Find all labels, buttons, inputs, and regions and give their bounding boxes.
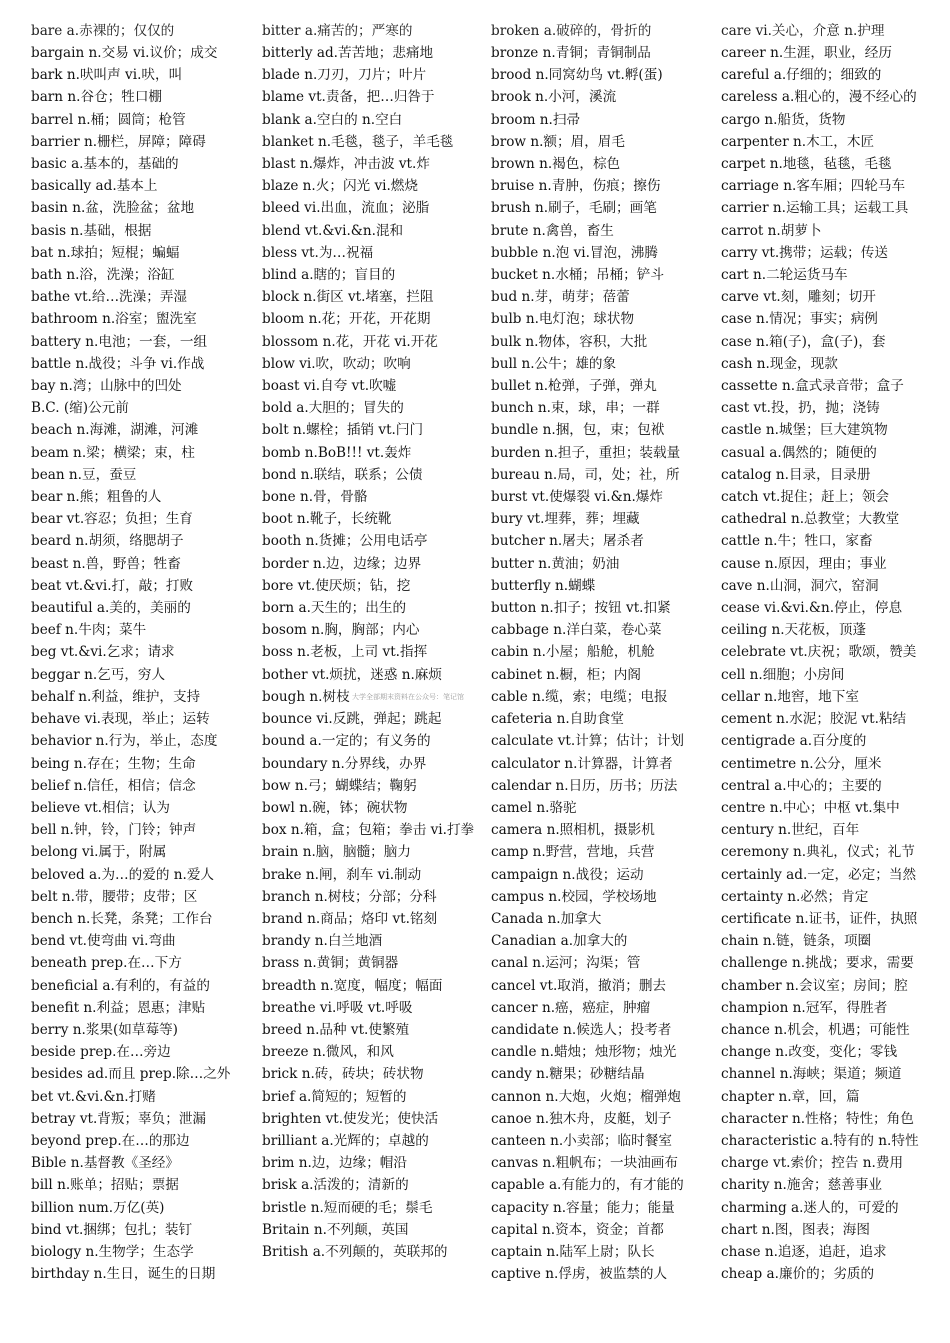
- vocab-entry: battery n.电池；一套，一组: [31, 333, 208, 350]
- vocab-entry: brief a.简短的；短暂的: [262, 1088, 407, 1105]
- vocab-entry: careless a.粗心的，漫不经心的: [721, 89, 917, 106]
- vocab-entry: bear n.熊；粗鲁的人: [31, 489, 162, 506]
- vocab-entry: charming a.迷人的，可爱的: [721, 1199, 899, 1216]
- vocab-entry: centimetre n.公分，厘米: [721, 755, 882, 772]
- vocab-entry: charity n.施舍；慈善事业: [721, 1177, 883, 1194]
- cut-entry-top: bitter a.痛苦的；严寒的: [262, 23, 413, 39]
- vocab-entry: bathe vt.给…洗澡；弄湿: [31, 289, 188, 306]
- vocab-entry: centigrade a.百分度的: [721, 733, 867, 750]
- vocab-entry: beat vt.&vi.打，敲；打败: [31, 577, 194, 594]
- vocab-entry: bucket n.水桶；吊桶；铲斗: [491, 267, 664, 284]
- vocab-entry: cabin n.小屋；船舱，机舱: [491, 644, 655, 661]
- vocab-entry: cast vt.投，扔，抛；浇铸: [721, 400, 880, 417]
- vocab-entry: bone n.骨，骨骼: [262, 489, 368, 506]
- vocab-entry: cassette n.盒式录音带；盒子: [721, 378, 904, 395]
- vocab-entry: beam n.梁；横梁；束，柱: [31, 444, 195, 461]
- vocab-entry: bother vt.烦扰，迷惑 n.麻烦: [262, 666, 442, 683]
- vocab-entry: chase n.追逐，追赶，追求: [721, 1243, 887, 1260]
- vocab-entry: beneath prep.在…下方: [31, 955, 182, 972]
- vocab-entry: bureau n.局，司，处；社，所: [491, 466, 680, 483]
- vocab-entry: border n.边，边缘；边界: [262, 555, 422, 572]
- vocab-entry: beach n.海滩，湖滩，河滩: [31, 422, 199, 439]
- vocab-entry: blind a.瞎的；盲目的: [262, 267, 396, 284]
- vocab-entry: beneficial a.有利的，有益的: [31, 977, 210, 994]
- vocab-entry: behave vi.表现，举止；运转: [31, 711, 210, 728]
- vocab-entry: boss n.老板，上司 vt.指挥: [262, 644, 428, 661]
- vocab-entry: character n.性格；特性；角色: [721, 1110, 914, 1127]
- vocab-entry: behalf n.利益，维护，支持: [31, 688, 201, 705]
- vocab-entry: century n.世纪，百年: [721, 822, 860, 839]
- vocab-entry: bull n.公牛；雄的象: [491, 355, 617, 372]
- vocab-entry: breadth n.宽度，幅度；幅面: [262, 977, 443, 994]
- vocab-entry: bud n.芽，萌芽；蓓蕾: [491, 289, 630, 306]
- vocab-entry: blaze n.火；闪光 vi.燃烧: [262, 178, 418, 195]
- vocab-entry: cart n.二轮运货马车: [721, 267, 848, 284]
- vocab-entry: boot n.靴子，长统靴: [262, 511, 392, 528]
- vocab-entry: boundary n.分界线，办界: [262, 755, 427, 772]
- vocab-entry: charge vt.索价；控告 n.费用: [721, 1155, 904, 1172]
- vocab-entry: catalog n.目录，目录册: [721, 466, 871, 483]
- vocab-entry: box n.箱，盒；包箱；拳击 vi.打拳: [262, 822, 475, 839]
- vocab-entry: carpenter n.木工，木匠: [721, 133, 875, 150]
- vocab-entry: bundle n.捆，包，束；包袱: [491, 422, 665, 439]
- vocab-entry: carpet n.地毯，毡毯，毛毯: [721, 156, 892, 173]
- vocab-entry: central a.中心的；主要的: [721, 777, 882, 794]
- vocab-entry: cheap a.廉价的；劣质的: [721, 1266, 875, 1283]
- vocab-entry: campaign n.战役；运动: [491, 866, 644, 883]
- vocab-entry: brilliant a.光辉的；卓越的: [262, 1132, 429, 1149]
- vocab-entry: brook n.小河，溪流: [491, 89, 617, 106]
- vocab-entry: bowl n.碗，钵；碗状物: [262, 799, 408, 816]
- vocab-entry: certificate n.证书，证件，执照: [721, 910, 918, 927]
- vocab-entry: carriage n.客车厢；四轮马车: [721, 178, 906, 195]
- vocab-entry: bless vt.为…祝福: [262, 244, 374, 261]
- vocab-entry: case n.情况；事实；病例: [721, 311, 878, 328]
- vocab-entry: bulk n.物体，容积，大批: [491, 333, 648, 350]
- vocab-entry: blossom n.花，开花 vi.开花: [262, 333, 438, 350]
- vocab-entry: beggar n.乞丐，穷人: [31, 666, 166, 683]
- vocab-entry: button n.扣子；按钮 vt.扣紧: [491, 600, 671, 617]
- vocab-entry: candle n.蜡烛；烛形物；烛光: [491, 1044, 677, 1061]
- vocab-entry: benefit n.利益；恩惠；津贴: [31, 999, 206, 1016]
- vocab-entry: bough n.树枝: [262, 688, 350, 705]
- vocab-entry: canteen n.小卖部；临时餐室: [491, 1132, 672, 1149]
- vocab-entry: characteristic a.特有的 n.特性: [721, 1132, 919, 1149]
- vocab-entry: block n.街区 vt.堵塞，拦阻: [262, 289, 434, 306]
- cut-entry-top: care vi.关心，介意 n.护理: [721, 23, 885, 39]
- vocab-entry: cathedral n.总教堂；大教堂: [721, 511, 900, 528]
- vocab-entry: chapter n.章，回，篇: [721, 1088, 860, 1105]
- vocab-entry: belief n.信任，相信；信念: [31, 777, 196, 794]
- vocab-entry: bean n.豆，蚕豆: [31, 466, 137, 483]
- vocab-entry: believe vt.相信；认为: [31, 799, 170, 816]
- vocab-entry: beside prep.在…旁边: [31, 1044, 171, 1061]
- vocab-entry: Canada n.加拿大: [491, 910, 602, 927]
- vocab-entry: boast vi.自夸 vt.吹嘘: [262, 378, 397, 395]
- vocab-entry: bristle n.短而硬的毛；鬃毛: [262, 1199, 433, 1216]
- vocab-column-3: [491, 23, 713, 1285]
- vocab-entry: brake n.闸，刹车 vi.制动: [262, 866, 422, 883]
- vocab-entry: breed n.品种 vt.使繁殖: [262, 1021, 410, 1038]
- vocab-entry: Britain n.不列颠，英国: [262, 1221, 409, 1238]
- vocab-entry: cell n.细胞；小房间: [721, 666, 845, 683]
- vocab-entry: bulb n.电灯泡；球状物: [491, 311, 635, 328]
- vocab-entry: camp n.野营，营地，兵营: [491, 844, 655, 861]
- vocab-entry: captive n.俘虏，被监禁的人: [491, 1266, 668, 1283]
- vocab-entry: berry n.浆果(如草莓等): [31, 1021, 178, 1038]
- vocab-entry: certainly ad.一定，必定；当然: [721, 866, 917, 883]
- vocab-entry: Bible n.基督教《圣经》: [31, 1155, 179, 1172]
- vocab-entry: bargain n.交易 vi.议价；成交: [31, 45, 218, 61]
- vocab-entry: chance n.机会，机遇；可能性: [721, 1021, 910, 1038]
- vocab-entry: cable n.缆，索；电缆；电报: [491, 688, 668, 705]
- vocab-entry: belong vi.属于，附属: [31, 844, 167, 861]
- vocab-entry: betray vt.背叛；辜负；泄漏: [31, 1110, 207, 1127]
- vocab-entry: B.C. (缩)公元前: [31, 400, 129, 417]
- vocab-entry: camel n.骆驼: [491, 799, 577, 816]
- vocab-entry: behavior n.行为，举止，态度: [31, 733, 218, 750]
- vocab-entry: celebrate vt.庆祝；歌颂，赞美: [721, 644, 917, 661]
- vocab-entry: centre n.中心；中枢 vt.集中: [721, 799, 900, 816]
- vocab-entry: career n.生涯，职业，经历: [721, 45, 892, 61]
- vocab-entry: cattle n.牛；牲口，家畜: [721, 533, 873, 550]
- vocab-entry: carrot n.胡萝卜: [721, 222, 822, 239]
- vocab-entry: blade n.刀刃，刀片；叶片: [262, 67, 427, 84]
- vocab-entry: belt n.带，腰带；皮带；区: [31, 888, 198, 905]
- vocab-entry: carry vt.携带；运载；传送: [721, 244, 888, 261]
- vocab-entry: capable a.有能力的，有才能的: [491, 1177, 684, 1194]
- vocab-entry: breeze n.微风，和风: [262, 1044, 394, 1061]
- vocab-entry: brighten vt.使发光；使快活: [262, 1110, 439, 1127]
- vocab-entry: cargo n.船货，货物: [721, 111, 846, 128]
- vocab-entry: barrier n.栅栏，屏障；障碍: [31, 133, 206, 150]
- vocab-column-2: [262, 23, 484, 1263]
- vocab-entry: ceiling n.天花板，顶蓬: [721, 622, 867, 639]
- vocab-entry: challenge n.挑战；要求，需要: [721, 955, 914, 972]
- cut-entry-top: broken a.破碎的，骨折的: [491, 23, 652, 39]
- vocab-entry: blend vt.&vi.&n.混和: [262, 222, 404, 239]
- vocab-entry: capital n.资本，资金；首都: [491, 1221, 664, 1238]
- vocab-entry: carve vt.刻，雕刻；切开: [721, 289, 876, 306]
- vocab-entry: catch vt.捉住；赶上；领会: [721, 489, 890, 506]
- vocab-entry: champion n.冠军，得胜者: [721, 999, 888, 1016]
- vocab-entry: beloved a.为…的爱的 n.爱人: [31, 866, 215, 883]
- watermark-text: 大学全部期末资料在公众号：笔记馆: [352, 693, 464, 701]
- vocab-entry: careful a.仔细的；细致的: [721, 67, 882, 84]
- vocab-entry: bend vt.使弯曲 vi.弯曲: [31, 933, 176, 950]
- vocab-entry: beg vt.&vi.乞求；请求: [31, 644, 175, 661]
- vocab-entry: cabinet n.橱，柜；内阁: [491, 666, 641, 683]
- vocab-entry: bleed vi.出血，流血；泌脂: [262, 200, 430, 217]
- vocab-entry: bark n.吠叫声 vi.吠，叫: [31, 67, 183, 84]
- vocab-entry: bloom n.花；开花，开花期: [262, 311, 431, 328]
- vocab-entry: brand n.商品；烙印 vt.铭刻: [262, 910, 438, 927]
- vocab-entry: bell n.钟，铃，门铃；钟声: [31, 822, 197, 839]
- vocab-entry: brass n.黄铜；黄铜器: [262, 955, 399, 972]
- vocab-entry: blow vi.吹，吹动；吹响: [262, 355, 411, 372]
- vocab-entry: cabbage n.洋白菜，卷心菜: [491, 622, 662, 639]
- vocab-entry: brandy n.白兰地酒: [262, 933, 383, 950]
- vocab-entry: cancel vt.取消，撤消；删去: [491, 977, 667, 994]
- vocab-entry: calculate vt.计算；估计；计划: [491, 733, 684, 750]
- vocab-entry: bat n.球拍；短棍；蝙蝠: [31, 244, 180, 261]
- vocab-entry: bench n.长凳，条凳；工作台: [31, 910, 213, 927]
- vocab-entry: branch n.树枝；分部；分科: [262, 888, 437, 905]
- vocab-entry: ceremony n.典礼，仪式；礼节: [721, 844, 915, 861]
- vocab-entry: bow n.弓；蝴蝶结；鞠躬: [262, 777, 417, 794]
- vocab-entry: bathroom n.浴室；盥洗室: [31, 311, 197, 328]
- vocab-entry: beast n.兽，野兽；牲畜: [31, 555, 181, 572]
- vocab-entry: camera n.照相机，摄影机: [491, 822, 655, 839]
- cut-entry-top: bare a.赤裸的；仅仅的: [31, 23, 175, 39]
- vocab-entry: chamber n.会议室；房间；腔: [721, 977, 908, 994]
- vocab-entry: basically ad.基本上: [31, 178, 158, 195]
- vocab-entry: blast n.爆炸，冲击波 vt.炸: [262, 156, 430, 173]
- vocab-entry: cause n.原因，理由；事业: [721, 555, 887, 572]
- vocab-entry: bunch n.束，球，串；一群: [491, 400, 660, 417]
- vocab-entry: cave n.山洞，洞穴，窑洞: [721, 577, 879, 594]
- vocab-entry: brush n.刷子，毛刷；画笔: [491, 200, 657, 217]
- vocab-entry: basis n.基础，根据: [31, 222, 152, 239]
- vocab-entry: bomb n.BoB!!! vt.轰炸: [262, 444, 412, 461]
- vocab-entry: bolt n.螺栓；插销 vt.闩门: [262, 422, 424, 439]
- vocab-entry: chart n.图，图表；海图: [721, 1221, 870, 1238]
- vocab-entry: broom n.扫帚: [491, 111, 581, 128]
- vocab-entry: channel n.海峡；渠道；频道: [721, 1066, 902, 1083]
- vocab-entry: cannon n.大炮，火炮；榴弹炮: [491, 1088, 681, 1105]
- vocab-entry: canvas n.粗帆布；一块油画布: [491, 1155, 678, 1172]
- vocab-entry: case n.箱(子)，盒(子)，套: [721, 333, 886, 350]
- vocab-entry: bosom n.胸，胸部；内心: [262, 622, 420, 639]
- vocab-entry: burden n.担子，重担；装载量: [491, 444, 681, 461]
- vocab-entry: canal n.运河；沟渠；管: [491, 955, 641, 972]
- vocab-entry: booth n.货摊；公用电话亭: [262, 533, 428, 550]
- vocab-entry: battle n.战役；斗争 vi.作战: [31, 355, 205, 372]
- vocab-entry: birthday n.生日，诞生的日期: [31, 1266, 216, 1283]
- vocab-entry: butterfly n.蝴蝶: [491, 577, 596, 594]
- vocab-entry: brisk a.活泼的；清新的: [262, 1177, 409, 1194]
- vocab-entry: brood n.同窝幼鸟 vt.孵(蛋): [491, 67, 663, 84]
- vocab-entry: canoe n.独木舟，皮艇，划子: [491, 1110, 672, 1127]
- vocab-entry: cafeteria n.自助食堂: [491, 711, 625, 728]
- vocab-entry: blanket n.毛毯，毯子，羊毛毯: [262, 133, 454, 150]
- vocab-entry: bury vt.埋葬，葬；埋藏: [491, 511, 640, 528]
- vocab-entry: bubble n.泡 vi.冒泡，沸腾: [491, 244, 658, 261]
- vocab-entry: bound a.一定的；有义务的: [262, 733, 431, 750]
- vocab-entry: bronze n.青铜；青铜制品: [491, 45, 651, 61]
- vocab-entry: being n.存在；生物；生命: [31, 755, 196, 772]
- vocab-entry: butcher n.屠夫；屠杀者: [491, 533, 644, 550]
- vocab-entry: bind vt.捆绑；包扎；装钉: [31, 1221, 193, 1238]
- vocab-entry: bore vt.使厌烦；钻，挖: [262, 577, 411, 594]
- vocab-entry: bath n.浴，洗澡；浴缸: [31, 267, 175, 284]
- vocab-entry: brick n.砖，砖块；砖状物: [262, 1066, 424, 1083]
- vocab-entry: British a.不列颠的，英联邦的: [262, 1243, 448, 1260]
- vocab-entry: cease vi.&vi.&n.停止，停息: [721, 600, 903, 617]
- vocab-entry: brow n.额；眉，眉毛: [491, 133, 625, 150]
- vocab-entry: carrier n.运输工具；运载工具: [721, 200, 909, 217]
- vocab-column-1: [31, 23, 253, 1285]
- vocab-entry: brute n.禽兽，畜生: [491, 222, 614, 239]
- vocab-entry: bounce vi.反跳，弹起；跳起: [262, 711, 442, 728]
- vocab-entry: besides ad.而且 prep.除…之外: [31, 1066, 231, 1083]
- vocab-entry: capacity n.容量；能力；能量: [491, 1199, 675, 1216]
- vocab-entry: barn n.谷仓；牲口棚: [31, 89, 163, 106]
- vocab-entry: chain n.链，链条，项圈: [721, 933, 872, 950]
- vocab-entry: beautiful a.美的，美丽的: [31, 600, 191, 617]
- vocab-entry: born a.天生的；出生的: [262, 600, 407, 617]
- vocab-entry: breathe vi.呼吸 vt.呼吸: [262, 999, 413, 1016]
- vocab-entry: bold a.大胆的；冒失的: [262, 400, 404, 417]
- vocab-entry: casual a.偶然的；随便的: [721, 444, 877, 461]
- vocab-entry: cellar n.地窖，地下室: [721, 688, 859, 705]
- vocab-entry: beard n.胡须，络腮胡子: [31, 533, 184, 550]
- vocab-entry: candidate n.候选人；投考者: [491, 1021, 672, 1038]
- vocab-entry: calendar n.日历，历书；历法: [491, 777, 678, 794]
- vocab-entry: cement n.水泥；胶泥 vt.粘结: [721, 711, 907, 728]
- vocab-entry: brown n.褐色，棕色: [491, 156, 621, 173]
- vocab-entry: bet vt.&vi.&n.打赌: [31, 1088, 156, 1105]
- vocab-entry: calculator n.计算器，计算者: [491, 755, 673, 772]
- vocab-entry: brain n.脑，脑髓；脑力: [262, 844, 411, 861]
- vocab-entry: burst vt.使爆裂 vi.&n.爆炸: [491, 489, 663, 506]
- vocab-column-4: [721, 23, 943, 1285]
- vocab-entry: blank a.空白的 n.空白: [262, 111, 403, 128]
- vocab-entry: basin n.盆，洗脸盆；盆地: [31, 200, 195, 217]
- vocab-entry: bond n.联结，联系；公债: [262, 466, 423, 483]
- vocab-entry: biology n.生物学；生态学: [31, 1243, 194, 1260]
- vocab-entry: butter n.黄油；奶油: [491, 555, 620, 572]
- vocab-entry: Canadian a.加拿大的: [491, 933, 628, 950]
- vocab-entry: bill n.账单；招贴；票据: [31, 1177, 179, 1194]
- vocab-entry: cash n.现金，现款: [721, 355, 838, 372]
- vocab-entry: candy n.糖果；砂糖结晶: [491, 1066, 645, 1083]
- vocab-entry: certainty n.必然；肯定: [721, 888, 869, 905]
- vocab-entry: bay n.湾；山脉中的凹处: [31, 378, 182, 395]
- vocab-entry: blame vt.责备，把…归咎于: [262, 89, 435, 106]
- vocab-entry: brim n.边，边缘；帽沿: [262, 1155, 407, 1172]
- vocab-entry: campus n.校园，学校场地: [491, 888, 657, 905]
- vocab-entry: beyond prep.在…的那边: [31, 1132, 190, 1149]
- vocab-entry: billion num.万亿(英): [31, 1199, 165, 1216]
- vocab-entry: bear vt.容忍；负担；生育: [31, 511, 193, 528]
- vocab-entry: bruise n.青肿，伤痕；擦伤: [491, 178, 661, 195]
- vocab-entry: bullet n.枪弹，子弹，弹丸: [491, 378, 657, 395]
- vocab-entry: castle n.城堡；巨大建筑物: [721, 422, 888, 439]
- vocab-entry: cancer n.癌，癌症，肿瘤: [491, 999, 651, 1016]
- vocab-entry: bitterly ad.苦苦地；悲痛地: [262, 45, 434, 61]
- vocab-entry: barrel n.桶；圆筒；枪管: [31, 111, 186, 128]
- vocab-entry: captain n.陆军上尉；队长: [491, 1243, 655, 1260]
- vocab-entry: beef n.牛肉；菜牛: [31, 622, 147, 639]
- vocab-entry: change n.改变，变化；零钱: [721, 1044, 898, 1061]
- vocab-entry: basic a.基本的，基础的: [31, 156, 179, 173]
